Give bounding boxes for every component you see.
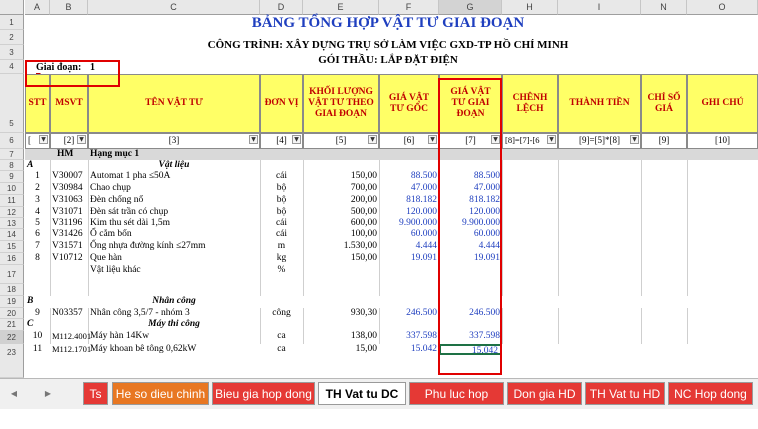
row-header-17[interactable]: 17: [0, 265, 24, 284]
item-unit: bộ: [276, 183, 287, 193]
tab-he-so-dieu-chinh[interactable]: He so dieu chinh: [112, 382, 209, 405]
item-unit: bộ: [276, 207, 287, 217]
header-khoi-luong: KHỐI LƯỢNG VẬT TƯ THEO GIAI ĐOẠN: [303, 74, 379, 133]
code-cell-7: [7] ▼: [439, 133, 502, 149]
col-header-f[interactable]: F: [379, 0, 439, 15]
item-name: Ống nhựa đường kính ≤27mm: [90, 241, 206, 251]
item-stt: [25, 265, 50, 276]
item-unit: cái: [275, 218, 288, 228]
active-cell[interactable]: 15.042: [439, 344, 502, 355]
machine-code: M112.1701: [52, 344, 92, 354]
item-qty: 600,00: [350, 218, 377, 228]
item-price-base: [379, 265, 439, 276]
header-stt: STT: [25, 74, 50, 133]
machine-name: Máy hàn 14Kw: [90, 331, 150, 341]
code-cell-9: [9]=[5]*[8] ▼: [558, 133, 641, 149]
column-highlight-box: [438, 78, 502, 375]
tab-don-gia-hd[interactable]: Don gia HD: [507, 382, 582, 405]
machine-unit: ca: [277, 331, 286, 341]
col-header-b[interactable]: B: [50, 0, 88, 15]
item-code: V31426: [52, 229, 83, 239]
item-stt: 1: [35, 171, 40, 181]
code-cell-6: [6] ▼: [379, 133, 439, 149]
machine-stt: 11: [32, 344, 43, 354]
col-header-h[interactable]: H: [502, 0, 558, 15]
col-header-d[interactable]: D: [260, 0, 303, 15]
machine-qty: 15,00: [355, 344, 377, 354]
tab-ts[interactable]: Ts: [83, 382, 108, 405]
row-header-1[interactable]: 1: [0, 15, 24, 30]
code-cell-4: [4] ▼: [260, 133, 303, 149]
item-unit: bộ: [276, 195, 287, 205]
row-header-7[interactable]: 7: [0, 149, 24, 160]
item-code: V31196: [52, 218, 83, 228]
item-stt: 2: [35, 183, 40, 193]
item-price-stage: 47.000: [473, 183, 500, 193]
row-header-12[interactable]: 12: [0, 207, 24, 218]
header-gia-goc: GIÁ VẬT TƯ GỐC: [379, 74, 439, 133]
stage-highlight-box: [25, 60, 120, 87]
labor-stt: 9: [35, 308, 40, 318]
item-price-stage: 19.091: [473, 253, 500, 263]
filter-dropdown-icon[interactable]: ▼: [630, 135, 639, 144]
row-header-21[interactable]: 21: [0, 319, 24, 331]
filter-dropdown-icon[interactable]: ▼: [292, 135, 301, 144]
item-price-stage: 88.500: [473, 171, 500, 181]
row-header-16[interactable]: 16: [0, 253, 24, 265]
machine-stt: 10: [32, 331, 43, 341]
tab-phu-luc-hop-dong[interactable]: Phu luc hop dong: [409, 382, 504, 405]
col-header-c[interactable]: C: [88, 0, 260, 15]
header-msvt: MSVT: [50, 74, 88, 133]
machine-qty: 138,00: [350, 331, 377, 341]
select-all-corner[interactable]: [0, 0, 24, 15]
item-qty: 1.530,00: [343, 241, 377, 251]
item-code: V30984: [52, 183, 83, 193]
code-cell-8: [8]=[7]-[6 ▼: [502, 133, 558, 149]
code-cell-10: [9]: [641, 133, 687, 149]
filter-dropdown-icon[interactable]: ▼: [77, 135, 86, 144]
section-a-title: Vật liệu: [158, 160, 190, 170]
item-name: Chao chụp: [90, 183, 131, 193]
row-header-23[interactable]: 23: [0, 344, 24, 378]
item-stt: 6: [35, 229, 40, 239]
header-thanh-tien: THÀNH TIỀN: [558, 74, 641, 133]
section-c-title: Máy thi công: [148, 319, 200, 329]
item-stt: 3: [35, 195, 40, 205]
item-price-stage: 818.182: [469, 195, 500, 205]
item-qty: 700,00: [350, 183, 377, 193]
item-name: Đèn sát trần có chụp: [90, 207, 169, 217]
tab-nc-hop-dong[interactable]: NC Hop dong: [668, 382, 753, 405]
triangle-right-icon[interactable]: ▶: [44, 389, 52, 398]
section-b-title: Nhân công: [152, 296, 196, 306]
item-qty: 500,00: [350, 207, 377, 217]
row-header-3[interactable]: 3: [0, 45, 24, 60]
row-header-19[interactable]: 19: [0, 296, 24, 308]
filter-dropdown-icon[interactable]: ▼: [249, 135, 258, 144]
item-price-base: 120.000: [406, 207, 437, 217]
item-price-base: 88.500: [410, 171, 437, 181]
sheet-title: BẢNG TỔNG HỢP VẬT TƯ GIAI ĐOẠN: [251, 15, 525, 31]
machine-code: M112.4001: [52, 331, 92, 341]
item-price-base: 9.900.000: [399, 218, 437, 228]
machine-unit: ca: [277, 344, 286, 354]
hang-muc-name: Hạng mục 1: [90, 149, 140, 159]
col-header-e[interactable]: E: [303, 0, 379, 15]
header-chenh-lech: CHÊNH LỆCH: [502, 74, 558, 133]
item-price-stage: 120.000: [469, 207, 500, 217]
machine-price-base: 15.042: [410, 344, 437, 354]
machine-price-stage: 337.598: [469, 331, 500, 341]
item-unit: m: [277, 241, 286, 251]
item-unit: cái: [275, 171, 288, 181]
row-header-15[interactable]: 15: [0, 241, 24, 253]
item-code: V31063: [52, 195, 83, 205]
labor-price-stage: 246.500: [469, 308, 500, 318]
item-name: Kim thu sét dài 1,5m: [90, 218, 170, 228]
labor-unit: công: [272, 308, 291, 318]
item-code: V31071: [52, 207, 83, 217]
item-code: V10712: [52, 253, 83, 263]
item-price-stage: 9.900.000: [462, 218, 500, 228]
item-stt: 4: [35, 207, 40, 217]
hang-muc-code: HM: [57, 149, 74, 159]
item-qty: 200,00: [350, 195, 377, 205]
row-header-14[interactable]: 14: [0, 229, 24, 241]
header-ten-vat-tu: TÊN VẬT TƯ: [88, 74, 260, 133]
header-don-vi: ĐƠN VỊ: [260, 74, 303, 133]
code-cell-11: [10]: [687, 133, 758, 149]
item-qty: [303, 265, 379, 276]
row-header-18[interactable]: 18: [0, 284, 24, 296]
package-name: GÓI THẦU: LẮP ĐẶT ĐIỆN: [318, 54, 458, 66]
item-unit: %: [277, 265, 286, 275]
item-qty: 150,00: [350, 171, 377, 181]
machine-price-base: 337.598: [406, 331, 437, 341]
item-qty: 150,00: [350, 253, 377, 263]
item-name: Vật liệu khác: [90, 265, 141, 275]
labor-qty: 930,30: [350, 308, 377, 318]
tab-bieu-gia-hop-dong[interactable]: Bieu gia hop dong: [212, 382, 315, 405]
col-header-n[interactable]: N: [641, 0, 687, 15]
code-cell-3: [3] ▼: [88, 133, 260, 149]
triangle-left-icon[interactable]: ◀: [10, 389, 18, 398]
item-price-base: 4.444: [415, 241, 437, 251]
col-header-o[interactable]: O: [687, 0, 758, 15]
labor-price-base: 246.500: [406, 308, 437, 318]
item-price-stage: 60.000: [473, 229, 500, 239]
item-stt: 8: [35, 253, 40, 263]
item-stt: 5: [35, 218, 40, 228]
row-header-22[interactable]: 22: [0, 331, 24, 344]
stage-value[interactable]: 1: [90, 62, 95, 73]
row-header-5[interactable]: 5: [0, 74, 24, 133]
row-header-2[interactable]: 2: [0, 30, 24, 45]
item-code: V30007: [52, 171, 83, 181]
item-unit: kg: [276, 253, 287, 263]
machine-name: Máy khoan bê tông 0,62kW: [90, 344, 197, 354]
header-gia-giai-doan: GIÁ VẬT TƯ GIAI ĐOẠN: [439, 74, 502, 133]
project-name: CÔNG TRÌNH: XÂY DỰNG TRỤ SỞ LÀM VIỆC GXD-TP HỒ CHÍ MINH: [207, 39, 569, 51]
item-qty: 100,00: [350, 229, 377, 239]
filter-dropdown-icon[interactable]: ▼: [368, 135, 377, 144]
tab-th-vat-tu-dc[interactable]: TH Vat tu DC: [318, 382, 406, 405]
col-header-a[interactable]: A: [25, 0, 50, 15]
item-unit: cái: [275, 229, 288, 239]
row-header-8[interactable]: 8: [0, 160, 24, 171]
row-header-9[interactable]: 9: [0, 171, 24, 183]
filter-dropdown-icon[interactable]: ▼: [428, 135, 437, 144]
item-price-base: 47.000: [410, 183, 437, 193]
item-price-base: 818.182: [406, 195, 437, 205]
item-code: [50, 265, 88, 276]
section-c-label: C: [27, 319, 34, 329]
labor-code: N03357: [52, 308, 83, 318]
col-header-i[interactable]: I: [558, 0, 641, 15]
item-code: V31571: [52, 241, 83, 251]
labor-name: Nhân công 3,5/7 - nhóm 3: [90, 308, 190, 318]
filter-dropdown-icon[interactable]: ▼: [547, 135, 556, 144]
section-b-label: B: [27, 296, 34, 306]
filter-dropdown-icon[interactable]: ▼: [491, 135, 500, 144]
header-chi-so-gia: CHỈ SỐ GIÁ: [641, 74, 687, 133]
item-name: Que hàn: [90, 253, 122, 263]
filter-dropdown-icon[interactable]: ▼: [39, 135, 48, 144]
header-ghi-chu: GHI CHÚ: [687, 74, 758, 133]
item-stt: 7: [35, 241, 40, 251]
row-header-20[interactable]: 20: [0, 308, 24, 319]
row-header-13[interactable]: 13: [0, 218, 24, 229]
row-header-10[interactable]: 10: [0, 183, 24, 195]
item-name: Automat 1 pha ≤50A: [90, 171, 171, 181]
item-price-stage: 4.444: [478, 241, 500, 251]
item-name: Ổ cắm bốn: [90, 229, 132, 239]
col-header-g[interactable]: G: [439, 0, 502, 15]
row-header-11[interactable]: 11: [0, 195, 24, 207]
section-a-label: A: [27, 160, 34, 170]
sheet-tab-bar: [0, 378, 758, 424]
item-name: Đèn chống nổ: [90, 195, 144, 205]
tab-th-vat-tu-hd[interactable]: TH Vat tu HD: [585, 382, 665, 405]
stage-label: Giai đoạn:: [36, 62, 82, 73]
code-cell-2: [2] ▼: [50, 133, 88, 149]
row-header-6[interactable]: 6: [0, 133, 24, 149]
row-header-4[interactable]: 4: [0, 60, 24, 74]
code-cell-1: [ ▼: [25, 133, 50, 149]
item-price-base: 19.091: [410, 253, 437, 263]
code-cell-5: [5] ▼: [303, 133, 379, 149]
item-price-base: 60.000: [410, 229, 437, 239]
